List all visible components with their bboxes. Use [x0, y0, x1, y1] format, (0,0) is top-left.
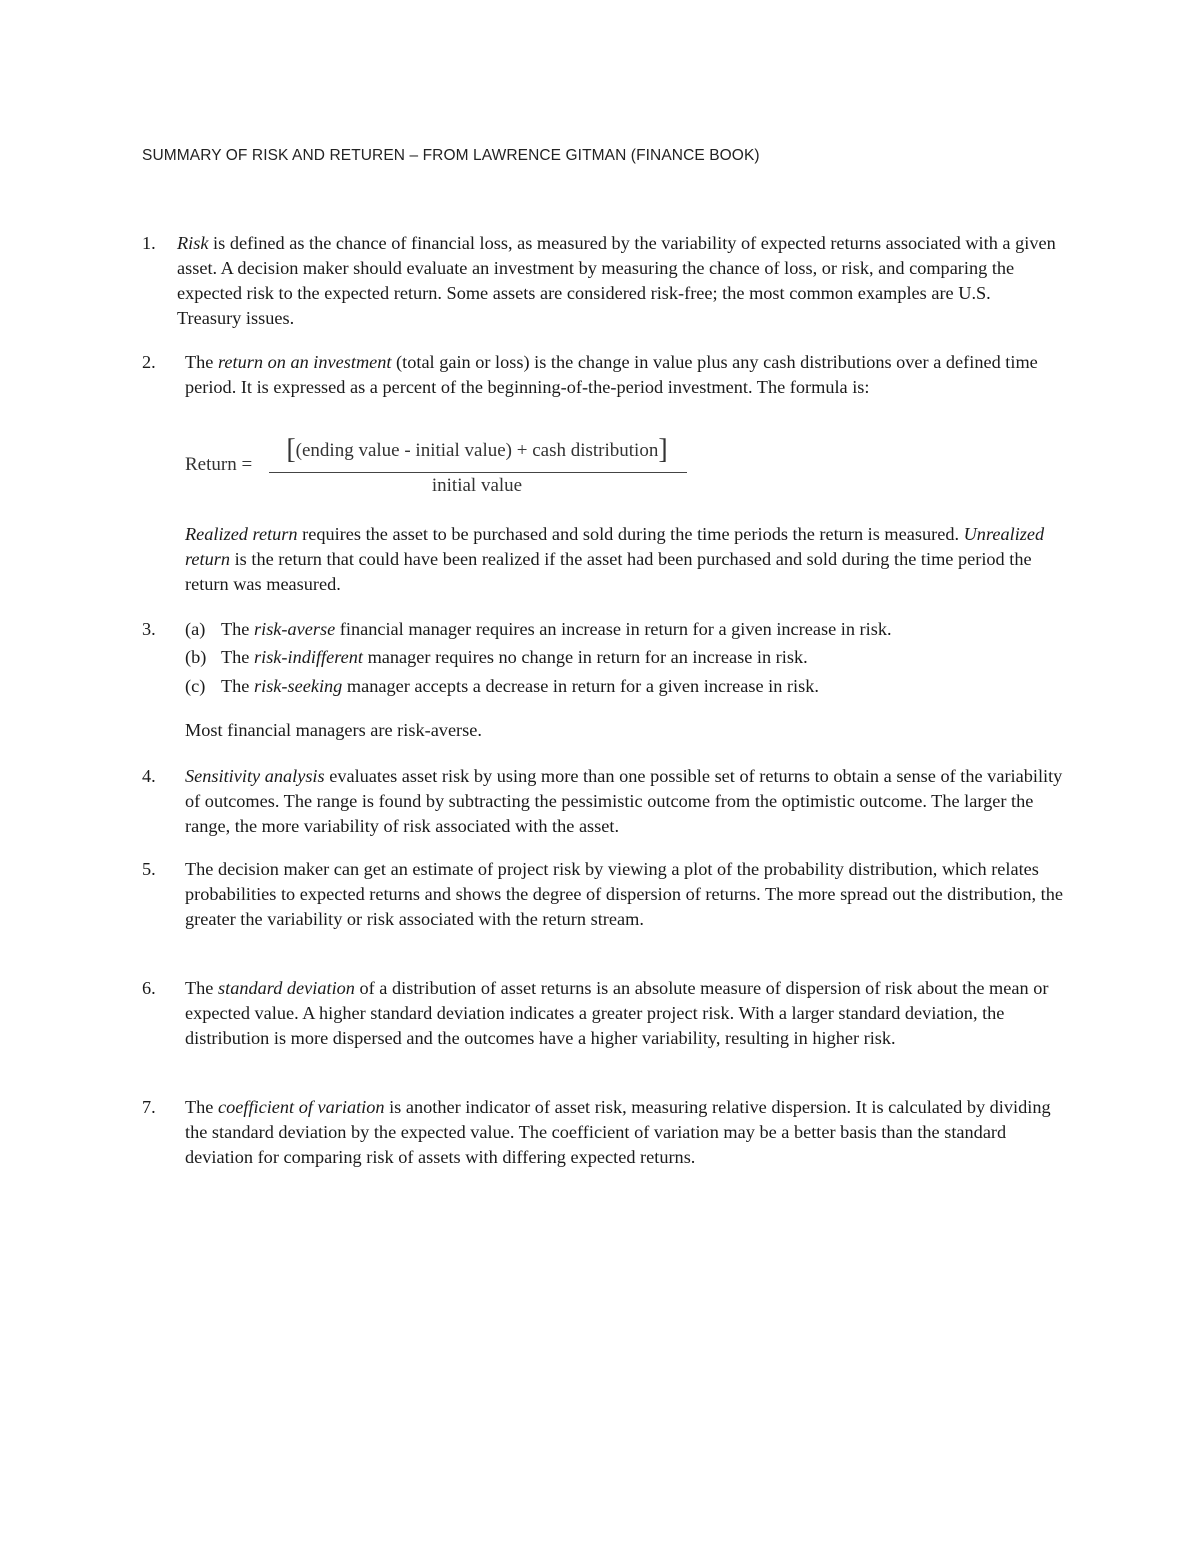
item-number: 6. — [142, 978, 156, 998]
item-number: 5. — [142, 859, 156, 879]
item-term: risk-indifferent — [254, 647, 363, 667]
item-body — [185, 764, 1065, 839]
item-term: coefficient of variation — [218, 1097, 385, 1117]
item-term: return on an investment — [218, 352, 392, 372]
item-text: of a distribution of asset returns is an absolute measure of dispersion of risk about the mean or expected value. A higher standard deviation indicates a greater project risk. With a larger standard deviation, the distribution is more dispersed and the outcomes have a higher variability, resulting in higher risk. — [185, 978, 1049, 1048]
item-term: risk-seeking — [254, 676, 343, 696]
formula-numerator: [(ending value - initial value) + cash distribution] — [286, 434, 668, 465]
formula-lhs: Return = — [185, 454, 253, 475]
item-body: The decision maker can get an estimate of project risk by viewing a plot of the probability distribution, which relates probabilities to expected returns and shows the degree of dispersion of returns. The more spread out the distribution, the greater the variability or risk associated with the return stream. — [185, 859, 1063, 929]
return-formula — [185, 430, 705, 502]
item-body: The return on an investment (total gain or loss) is the change in value plus any cash distributions over a defined time period. It is expressed as a percent of the beginning-of-the-period investment. The formula is: — [185, 352, 1038, 397]
item-number: 4. — [142, 766, 156, 786]
item-number: 3. — [142, 619, 156, 639]
sub-item-a: (a) The risk-averse financial manager requires an increase in return for a given increase in risk. — [185, 619, 892, 639]
item-text: (total gain or loss) is the change in value plus any cash distributions over a defined time period. It is expressed as a percent of the beginning-of-the-period investment. The formula is: — [185, 352, 1038, 397]
item-term: risk-averse — [254, 619, 336, 639]
item-text: is another indicator of asset risk, measuring relative dispersion. It is calculated by dividing the standard deviation by the expected value. The coefficient of variation may be a better basis than the standard deviation for comparing risk of assets with differing expected returns. — [185, 1097, 1051, 1167]
item-number: 1. — [142, 233, 156, 253]
item-body: Realized return requires the asset to be purchased and sold during the time periods the return is measured. Unrealized return is the return that could have been realized if the asset had been purchased and sold during the time period the return was measured. — [185, 524, 1045, 594]
item-number: 7. — [142, 1097, 156, 1117]
item-term: Sensitivity analysis — [185, 766, 325, 786]
item-term: Unrealized return — [185, 524, 1045, 569]
item-note: Most financial managers are risk-averse. — [185, 720, 482, 740]
item-term: Risk — [177, 233, 209, 253]
item-body — [177, 231, 1057, 331]
item-body: The standard deviation of a distribution of asset returns is an absolute measure of dispersion of risk about the mean or expected value. A higher standard deviation indicates a greater project risk. With a larger standard deviation, the distribution is more dispersed and the outcomes have a higher variability, resulting in higher risk. — [185, 978, 1049, 1048]
item-number: 2. — [142, 352, 156, 372]
item-text: evaluates asset risk by using more than one possible set of returns to obtain a sense of the variability of outcomes. The range is found by subtracting the pessimistic outcome from the optimistic outcome. The larger the range, the more variability of risk associated with the asset. — [185, 766, 1063, 836]
sub-item-b: (b) The risk-indifferent manager requires no change in return for an increase in risk. — [185, 647, 808, 667]
document-title: SUMMARY OF RISK AND RETUREN – FROM LAWRENCE GITMAN (FINANCE BOOK) — [142, 147, 760, 164]
item-term: Realized return — [185, 524, 298, 544]
sub-item-c: (c) The risk-seeking manager accepts a decrease in return for a given increase in risk. — [185, 676, 819, 696]
item-body: The coefficient of variation is another indicator of asset risk, measuring relative dispersion. It is calculated by dividing the standard deviation by the expected value. The coefficient of variation may be a better basis than the standard deviation for comparing risk of assets with differing expected returns. — [185, 1097, 1051, 1167]
item-term: standard deviation — [218, 978, 355, 998]
item-text: is defined as the chance of financial loss, as measured by the variability of expected returns associated with a given asset. A decision maker should evaluate an investment by measuring the chance of loss, or risk, and comparing the expected risk to the expected return. Some assets are considered risk-free; the most common examples are U.S. Treasury issues. — [177, 233, 1056, 328]
fraction-bar — [269, 472, 687, 473]
formula-denominator: initial value — [431, 475, 523, 496]
